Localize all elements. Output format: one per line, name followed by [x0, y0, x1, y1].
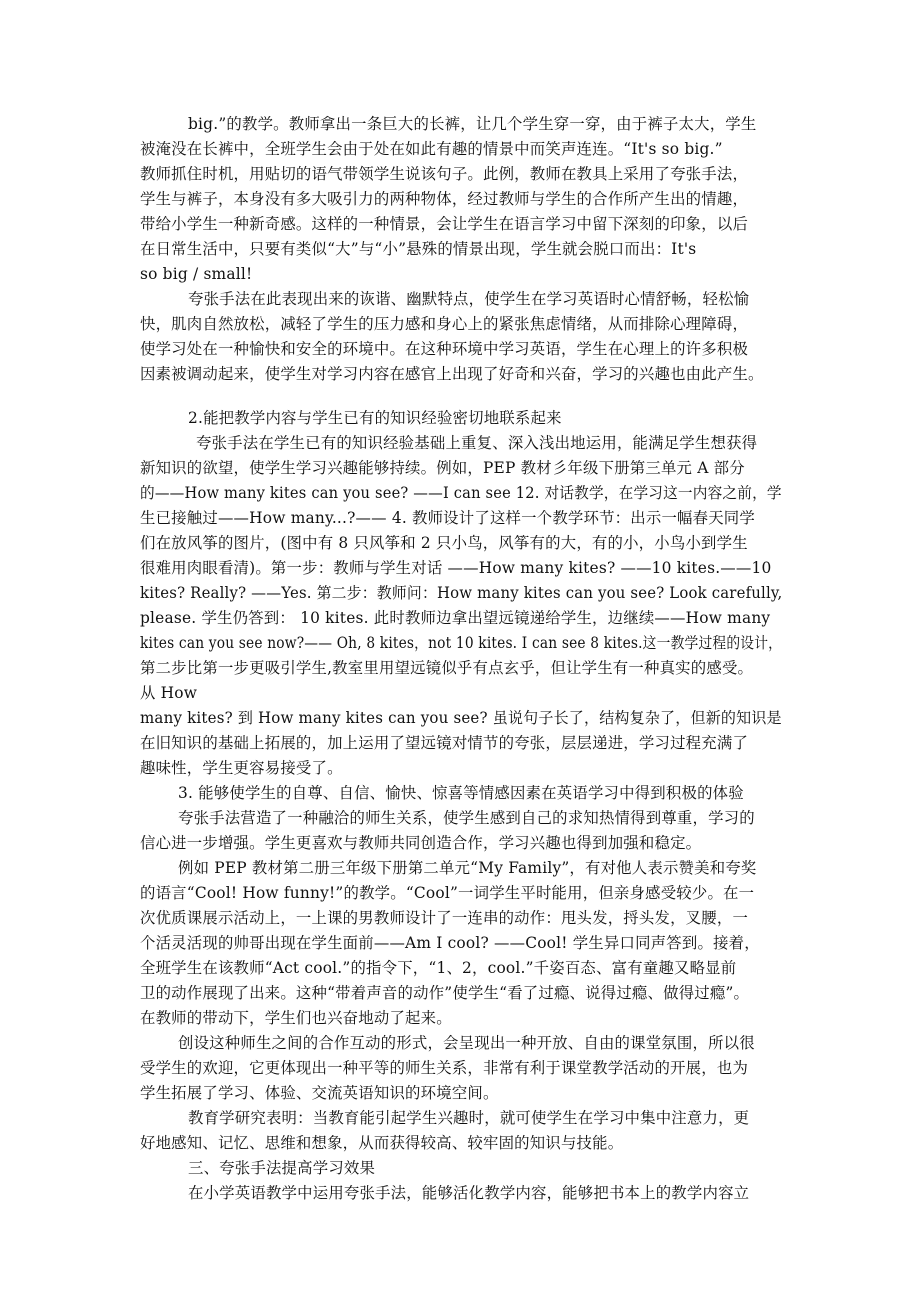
text-line: 夸张手法在此表现出来的诙谐、幽默特点，使学生在学习英语时心情舒畅，轻松愉	[188, 290, 750, 308]
text-line: 带给小学生一种新奇感。这样的一种情景，会让学生在语言学习中留下深刻的印象，以后	[140, 215, 749, 233]
text-line: 很难用肉眼看清)。第一步：教师与学生对话 ——How many kites? ——10 kites.——10	[140, 559, 772, 577]
text-line: 们在放风筝的图片，(图中有 8 只风筝和 2 只小鸟，风筝有的大，有的小，小鸟小到学生	[140, 534, 748, 552]
text-line: 全班学生在该教师“Act cool.”的指令下，“1、2，cool.”千姿百态、富有童趣又略显前	[140, 959, 737, 977]
text-line: many kites? 到 How many kites can you see? 虽说句子长了，结构复杂了，但新的知识是	[140, 709, 782, 727]
text-line: 的——How many kites can you see? ——I can see 12. 对话教学，在学习这一内容之前，学	[140, 484, 782, 502]
text-line: 创设这种师生之间的合作互动的形式，会呈现出一种开放、自由的课堂氛围，所以很	[178, 1034, 755, 1052]
text-line: 教育学研究表明：当教育能引起学生兴趣时，就可使学生在学习中集中注意力，更	[188, 1109, 750, 1127]
text-line: 使学习处在一种愉快和安全的环境中。在这种环境中学习英语，学生在心理上的许多积极	[140, 340, 749, 358]
text-line: 好地感知、记忆、思维和想象，从而获得较高、较牢固的知识与技能。	[140, 1134, 624, 1152]
text-line: kites can you see now?—— Oh, 8 kites，not 10 kites. I can see 8 kites.这一教学过程的设计，	[140, 634, 783, 652]
text-line: 从 How	[140, 684, 198, 702]
text-line: 学生与裤子，本身没有多大吸引力的两种物体，经过教师与学生的合作所产生出的情趣，	[140, 190, 749, 208]
text-line: 因素被调动起来，使学生对学习内容在感官上出现了好奇和兴奋，学习的兴趣也由此产生。	[140, 365, 764, 383]
text-line: 趣味性，学生更容易接受了。	[140, 759, 343, 777]
text-line: 卫的动作展现了出来。这种“带着声音的动作”使学生“看了过瘾、说得过瘾、做得过瘾”。	[140, 984, 750, 1002]
text-line: 在小学英语教学中运用夸张手法，能够活化教学内容，能够把书本上的教学内容立	[188, 1184, 750, 1202]
section-heading: 三、夸张手法提高学习效果	[188, 1159, 376, 1177]
text-line: 信心进一步增强。学生更喜欢与教师共同创造合作，学习兴趣也得到加强和稳定。	[140, 834, 702, 852]
text-line: 夸张手法在学生已有的知识经验基础上重复、深入浅出地运用，能满足学生想获得	[196, 434, 758, 452]
section-heading: 2.能把教学内容与学生已有的知识经验密切地联系起来	[188, 409, 562, 427]
text-line: 在旧知识的基础上拓展的，加上运用了望远镜对情节的夸张，层层递进，学习过程充满了	[140, 734, 749, 752]
text-line: 教师抓住时机，用贴切的语气带领学生说该句子。此例，教师在教具上采用了夸张手法，	[140, 165, 749, 183]
text-line: 第二步比第一步更吸引学生,教室里用望远镜似乎有点玄乎，但让学生有一种真实的感受。	[140, 659, 754, 677]
text-line: 学生拓展了学习、体验、交流英语知识的环境空间。	[140, 1084, 499, 1102]
text-line: please. 学生仍答到： 10 kites. 此时教师边拿出望远镜递给学生，边继续——How many	[140, 609, 771, 627]
text-line: 的语言“Cool! How funny!”的教学。“Cool”一词学生平时能用，但亲身感受较少。在一	[140, 884, 755, 902]
text-line: 被淹没在长裤中，全班学生会由于处在如此有趣的情景中而笑声连连。“It's so big.”	[140, 140, 723, 158]
text-line: 在日常生活中，只要有类似“大”与“小”悬殊的情景出现，学生就会脱口而出：It's	[140, 240, 697, 258]
text-line: 例如 PEP 教材第二册三年级下册第二单元“My Family”，有对他人表示赞美和夸奖	[178, 859, 757, 877]
text-line: 生已接触过——How many...?—— 4. 教师设计了这样一个教学环节：出示一幅春天同学	[140, 509, 755, 527]
text-line: 夸张手法营造了一种融洽的师生关系，使学生感到自己的求知热情得到尊重，学习的	[178, 809, 755, 827]
text-line: big.”的教学。教师拿出一条巨大的长裤，让几个学生穿一穿，由于裤子太大，学生	[188, 115, 757, 133]
text-line: 个活灵活现的帅哥出现在学生面前——Am I cool? ——Cool! 学生异口同声答到。接着，	[140, 934, 760, 952]
text-line: 在教师的带动下，学生们也兴奋地动了起来。	[140, 1009, 452, 1027]
text-line: 新知识的欲望，使学生学习兴趣能够持续。例如，PEP 教材彡年级下册第三单元 A 部分	[140, 459, 745, 477]
text-line: so big / small!	[140, 265, 253, 283]
section-heading: 3. 能够使学生的自尊、自信、愉快、惊喜等情感因素在英语学习中得到积极的体验	[178, 784, 744, 802]
text-line: kites? Really? ——Yes. 第二步：教师问：How many kites can you see? Look carefully,	[140, 584, 783, 602]
text-line: 次优质课展示活动上，一上课的男教师设计了一连串的动作：甩头发，捋头发，叉腰，一	[140, 909, 749, 927]
text-line: 快，肌肉自然放松，减轻了学生的压力感和身心上的紧张焦虑情绪，从而排除心理障碍，	[140, 315, 749, 333]
text-line: 受学生的欢迎，它更体现出一种平等的师生关系，非常有利于课堂教学活动的开展，也为	[140, 1059, 749, 1077]
